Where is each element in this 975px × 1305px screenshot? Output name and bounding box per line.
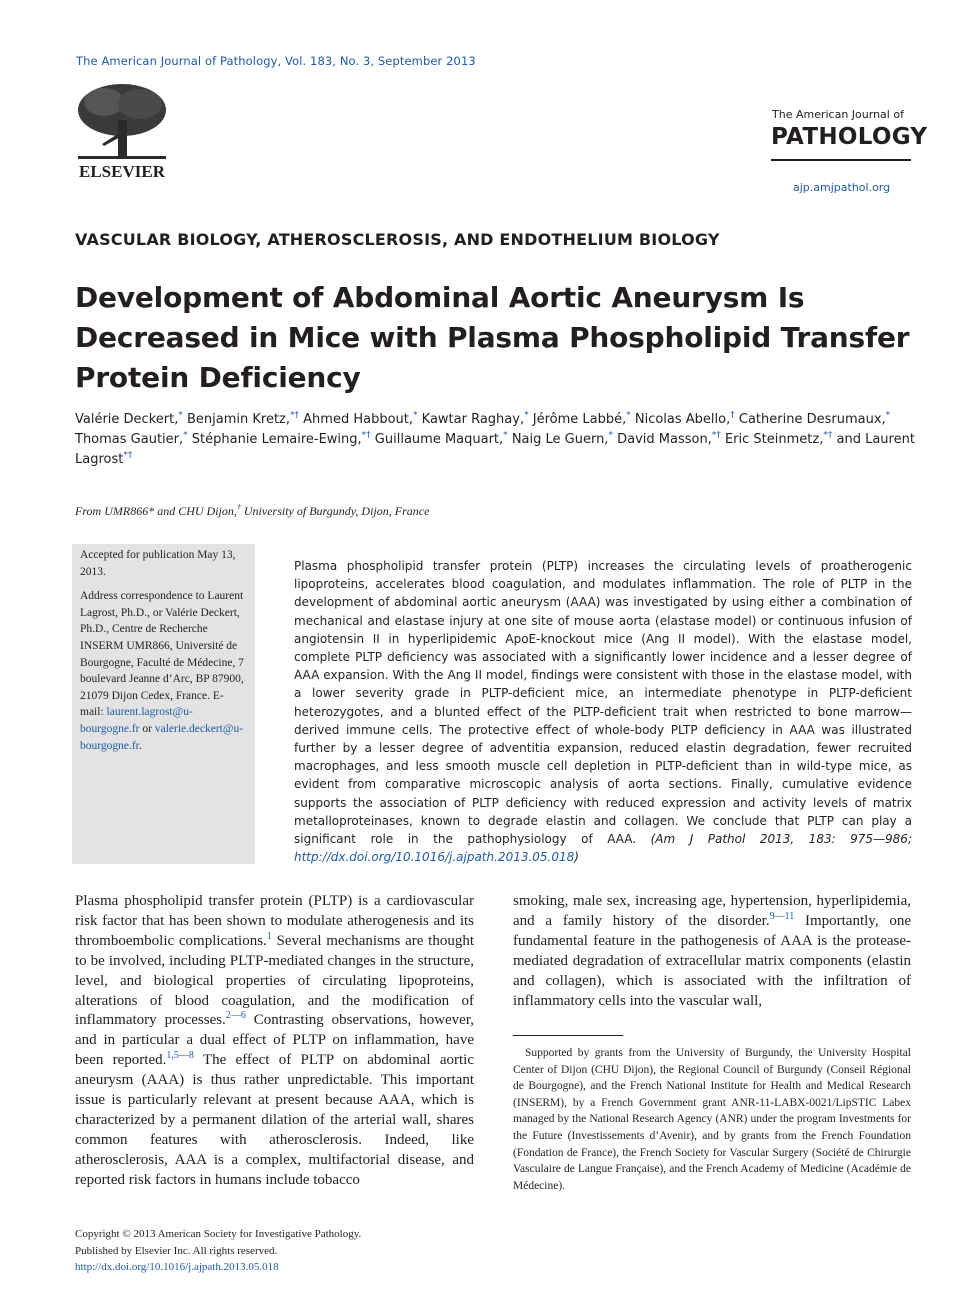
author-affiliation-mark[interactable]: †: [730, 410, 735, 421]
article-title: Development of Abdominal Aortic Aneurysm Is Decreased in Mice with Plasma Phospholipid Transfer Protein Deficiency: [75, 281, 910, 394]
author-name: Thomas Gautier,: [75, 432, 184, 447]
article-info-sidebar: [72, 544, 255, 864]
affiliation-part-a: From UMR866: [75, 504, 149, 518]
journal-name-big: PATHOLOGY: [771, 124, 928, 150]
author-affiliation-mark[interactable]: *†: [361, 430, 371, 441]
affiliation-part-b: * and CHU Dijon,: [148, 504, 237, 518]
journal-logo-rule: [771, 159, 911, 161]
body-column-left: [75, 892, 474, 1191]
author-name: Valérie Deckert,: [75, 412, 179, 427]
affiliation-part-c: University of Burgundy, Dijon, France: [240, 504, 430, 518]
body-text: Several mechanisms are thought to be involved, including PLTP-mediated changes in the structure, level, and biological properties of circulating lipoproteins, alterations of blood coagulation, and the modification of inflammatory processes.: [75, 932, 474, 1029]
author-name: Jérôme Labbé,: [532, 412, 627, 427]
reference-link[interactable]: 2—6: [225, 1010, 246, 1022]
author-name: Stéphanie Lemaire-Ewing,: [191, 432, 362, 447]
publisher-line: Published by Elsevier Inc. All rights reserved.: [75, 1244, 278, 1257]
author-affiliation-mark[interactable]: *†: [290, 410, 300, 421]
body-text: The effect of PLTP on abdominal aortic aneurysm (AAA) is thus rather unpredictable. This important issue is particularly relevant at present because AAA, which is characterized by a permanent dilation of the arterial wall, shares common features with atherosclerosis. Indeed, like atherosclerosis, AAA is a complex, multifactorial disease, and reported risk factors in humans include tobacco: [75, 1052, 474, 1188]
author-affiliation-mark[interactable]: *†: [123, 450, 133, 461]
abstract-doi-link[interactable]: http://dx.doi.org/10.1016/j.ajpath.2013.05.018: [294, 850, 575, 865]
author-name: Naig Le Guern,: [511, 432, 609, 447]
copyright-line: Copyright © 2013 American Society for Investigative Pathology.: [75, 1228, 362, 1240]
accepted-date: Accepted for publication May 13, 2013.: [80, 549, 236, 578]
author-name: Guillaume Maquart,: [374, 432, 504, 447]
footnote-rule: [513, 1035, 623, 1036]
author-name: Ahmed Habbout,: [303, 412, 414, 427]
abstract: [294, 557, 912, 866]
author-name: Catherine Desrumaux,: [738, 412, 886, 427]
copyright-block: [75, 1226, 361, 1276]
author-affiliation-mark[interactable]: *: [885, 410, 891, 421]
reference-link[interactable]: 1: [266, 930, 272, 942]
body-text: Contrasting observations, however, and in particular a dual effect of PLTP on inflammation, have been reported.: [75, 1012, 474, 1069]
footer-doi-link[interactable]: http://dx.doi.org/10.1016/j.ajpath.2013.05.018: [75, 1261, 279, 1273]
author-name: Nicolas Abello,: [634, 412, 731, 427]
author-name: Eric Steinmetz,: [724, 432, 824, 447]
correspondence-text: Address correspondence to Laurent Lagrost, Ph.D., or Valérie Deckert, Ph.D., Centre de Recherche INSERM UMR866, Université de Bourgogne, Faculté de Médecine, 7 boulevard Jeanne d’Arc, BP 87900, 21079 Dijon Cedex, France. E-mail:: [80, 590, 244, 719]
author-affiliation-mark[interactable]: *: [183, 430, 188, 441]
correspondence: [80, 588, 247, 754]
author-affiliation-mark[interactable]: *: [503, 430, 508, 441]
affiliation-dagger: †: [236, 503, 241, 512]
abstract-text: Plasma phospholipid transfer protein (PLTP) increases the circulating levels of proatherogenic lipoproteins, accelerates blood coagulation, and modulates inflammation. The role of PLTP in the development of abdominal aortic aneurysm (AAA) was investigated by using either a combination of mechanical and elastase injury at one site of mouse aorta (elastase model) or continuous infusion of angiotensin II in hyperlipidemic ApoE-knockout mice (Ang II model). With the elastase model, complete PLTP deficiency was associated with a significantly lower incidence and a lesser degree of AAA expansion. With the Ang II model, findings were consistent with those in the elastase model, with a lower severity grade in PLTP-deficient mice, an intermediate phenotype in PLTP-deficient heterozygotes, and a blunted effect of the PLTP-deficient trait when restricted to bone marrow—derived immune cells. The protective effect of whole-body PLTP deficiency in AAA was illustrated further by a lesser degree of adventitia expansion, reduced elastin degradation, fewer recruited macrophages, and less smooth muscle cell depletion in PLTP-deficient than in wild-type mice, as evident from comparative microscopic analysis of aorta sections. Finally, cumulative evidence supports the association of PLTP deficiency with reduced expression and activity levels of matrix metalloproteinases, known to degrade elastin and collagen. We conclude that PLTP can play a significant role in the pathophysiology of AAA.: [294, 559, 912, 847]
section-heading: VASCULAR BIOLOGY, ATHEROSCLEROSIS, AND ENDOTHELIUM BIOLOGY: [75, 230, 720, 249]
citation-close: ): [574, 850, 579, 865]
period: .: [138, 739, 142, 752]
author-affiliation-mark[interactable]: *: [524, 410, 529, 421]
author-affiliation-mark[interactable]: *†: [711, 430, 721, 441]
author-affiliation-mark[interactable]: *: [608, 430, 613, 441]
reference-link[interactable]: 9—11: [769, 910, 795, 922]
author-name: Benjamin Kretz,: [186, 412, 291, 427]
elsevier-logo: [74, 80, 170, 180]
journal-url-link[interactable]: ajp.amjpathol.org: [793, 181, 891, 194]
author-affiliation-mark[interactable]: *: [178, 410, 183, 421]
journal-name-small: The American Journal of: [772, 108, 904, 121]
or-word: or: [139, 722, 155, 735]
author-list: [75, 410, 935, 470]
email-link-deckert[interactable]: valerie.deckert@u-bourgogne.fr: [80, 722, 244, 752]
funding-footnote: Supported by grants from the University of Burgundy, the University Hospital Center of Dijon (CHU Dijon), the Regional Council of Burgundy (Conseil Régional de Bourgogne), and the French National Institute for Health and Medical Research (INSERM), by a French Government grant ANR-11-LABX-0021/LipSTIC Labex managed by the National Research Agency (ANR) under the program Investments for the Future (Investissements d’Avenir), and by grants from the French Foundation (Fondation de France), the French Society for Vascular Surgery (Société de Chirurgie Vasculaire de Langue Française), and the French Academy of Medicine (Académie de Médecine).: [513, 1047, 911, 1192]
journal-citation-line: The American Journal of Pathology, Vol. 183, No. 3, September 2013: [76, 54, 476, 68]
author-name: and Laurent Lagrost: [75, 432, 915, 467]
author-name: David Masson,: [617, 432, 712, 447]
body-text: Plasma phospholipid transfer protein (PLTP) is a cardiovascular risk factor that has been shown to modulate atherogenesis and its thromboembolic complications.: [75, 893, 474, 949]
citation-text: (Am J Pathol 2013, 183: 975—986;: [650, 832, 912, 847]
author-affiliation-mark[interactable]: *†: [823, 430, 833, 441]
affiliation: [75, 504, 429, 519]
elsevier-wordmark: ELSEVIER: [79, 162, 165, 180]
body-column-right: [513, 892, 911, 1011]
elsevier-tree-icon: [74, 80, 170, 180]
author-affiliation-mark[interactable]: *: [626, 410, 631, 421]
author-name: Kawtar Raghay,: [421, 412, 525, 427]
reference-link[interactable]: 1,5—8: [166, 1050, 194, 1062]
author-affiliation-mark[interactable]: *: [413, 410, 418, 421]
body-text: Importantly, one fundamental feature in the pathogenesis of AAA is the protease-mediated degradation of extracellular matrix components (elastin and collagen), which is associated with the infiltration of inflammatory cells into the vascular wall,: [513, 912, 911, 1009]
email-link-lagrost[interactable]: laurent.lagrost@u-bourgogne.fr: [80, 706, 193, 735]
body-text: smoking, male sex, increasing age, hypertension, hyperlipidemia, and a family history of the disorder.: [513, 893, 911, 929]
